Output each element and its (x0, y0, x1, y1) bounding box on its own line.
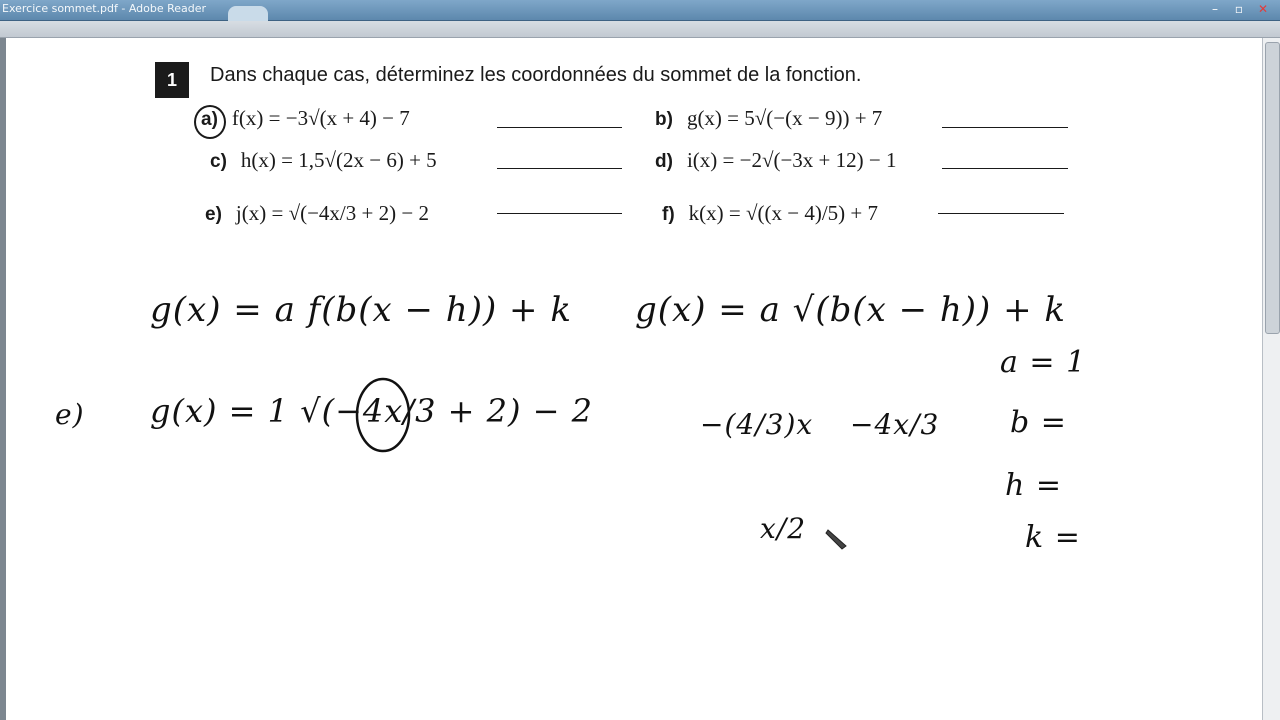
handwritten-general-form: g(x) = a f(b(x − h)) + k (150, 290, 572, 330)
exercise-instruction: Dans chaque cas, déterminez les coordonnées du sommet de la fonction. (210, 64, 862, 86)
handwritten-param-h: h = (1005, 468, 1062, 503)
pen-cursor-icon (826, 530, 846, 549)
circled-fraction-stroke (357, 379, 409, 451)
item-label: c) (210, 151, 227, 172)
minimize-icon[interactable]: – (1212, 2, 1218, 16)
item-expression: f(x) = −3√(x + 4) − 7 (231, 106, 410, 130)
exercise-number: 1 (155, 62, 189, 98)
close-icon[interactable]: ✕ (1257, 2, 1269, 16)
item-expression: g(x) = 5√(−(x − 9)) + 7 (686, 106, 883, 130)
item-label: b) (655, 109, 673, 130)
item-expression: h(x) = 1,5√(2x − 6) + 5 (240, 148, 437, 172)
handwritten-param-b: b = (1010, 405, 1067, 440)
item-label: d) (655, 151, 673, 172)
handwritten-param-a: a = 1 (1000, 345, 1087, 380)
handwritten-fraction-a: −(4/3)x (700, 408, 814, 441)
item-expression: i(x) = −2√(−3x + 12) − 1 (686, 148, 897, 172)
handwritten-item-work: g(x) = 1 √(−4x/3 + 2) − 2 (150, 392, 593, 430)
handwritten-root-form: g(x) = a √(b(x − h)) + k (635, 290, 1067, 330)
maximize-icon[interactable]: ▫ (1234, 2, 1244, 16)
handwritten-fraction-c: x/2 (760, 512, 807, 545)
item-expression: k(x) = √((x − 4)/5) + 7 (688, 201, 879, 225)
item-label: e) (205, 204, 222, 225)
item-label: f) (662, 204, 675, 225)
item-expression: j(x) = √(−4x/3 + 2) − 2 (235, 201, 429, 225)
item-label: a) (201, 109, 218, 130)
window-title: Exercice sommet.pdf - Adobe Reader (2, 2, 207, 15)
handwritten-item-label: e) (55, 398, 85, 431)
handwritten-param-k: k = (1025, 520, 1081, 555)
handwritten-fraction-b: −4x/3 (850, 408, 940, 441)
